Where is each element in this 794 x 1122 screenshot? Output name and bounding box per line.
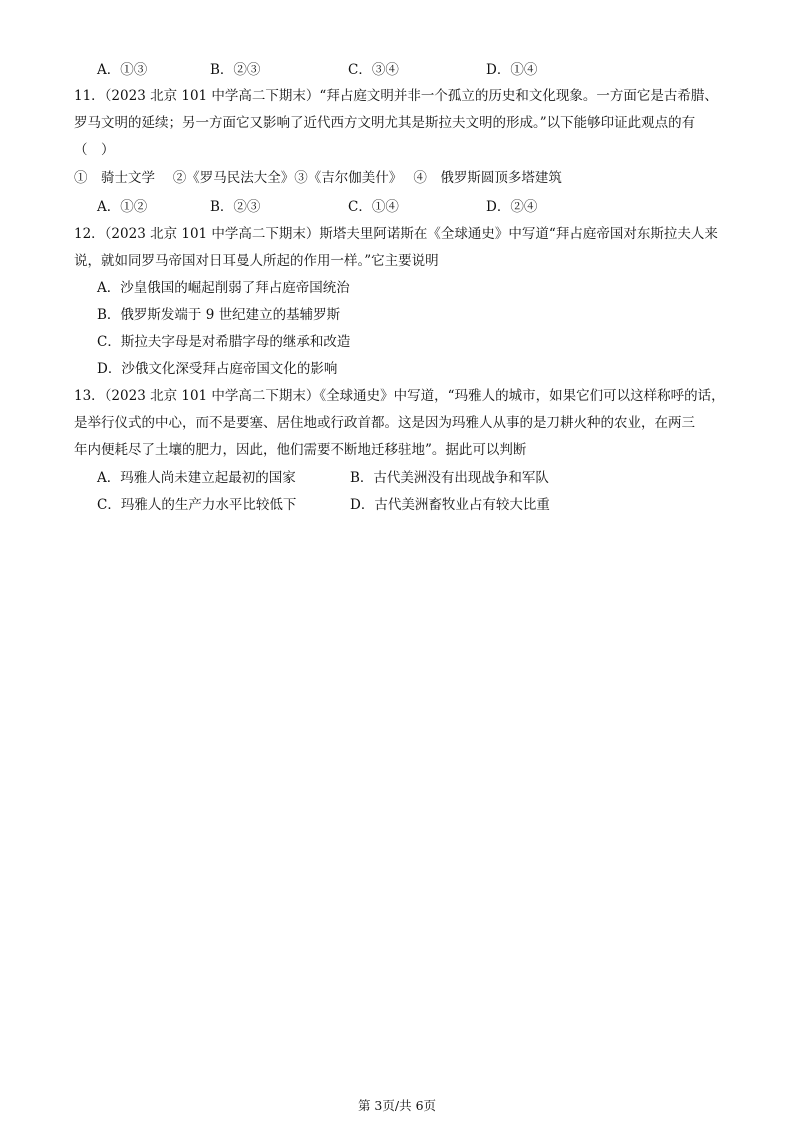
q12-option-d: D．沙俄文化深受拜占庭帝国文化的影响 bbox=[97, 361, 338, 377]
q13-stem-line-1: 13．（2023 北京 101 中学高二下期末）《全球通史》中写道，“玛雅人的城市，如果它们可以这样称呼的话， bbox=[74, 388, 725, 404]
q11-option-b: B．②③ bbox=[210, 199, 261, 215]
q12-option-b: B．俄罗斯发端于 9 世纪建立的基辅罗斯 bbox=[97, 307, 341, 323]
q13-option-b: B．古代美洲没有出现战争和军队 bbox=[350, 470, 549, 486]
q10-option-d: D．①④ bbox=[486, 62, 538, 78]
q13-option-c: C．玛雅人的生产力水平比较低下 bbox=[97, 497, 297, 513]
q13-option-d: D．古代美洲畜牧业占有较大比重 bbox=[350, 497, 550, 513]
q11-option-d: D．②④ bbox=[486, 199, 538, 215]
q10-options bbox=[0, 60, 794, 80]
q10-option-a: A．①③ bbox=[97, 62, 148, 78]
q10-option-c: C．③④ bbox=[348, 62, 399, 78]
q13-options-row-2 bbox=[0, 495, 794, 515]
q11-options bbox=[0, 197, 794, 217]
q13-option-a: A．玛雅人尚未建立起最初的国家 bbox=[97, 470, 296, 486]
q12-option-c: C．斯拉夫字母是对希腊字母的继承和改造 bbox=[97, 334, 351, 350]
q11-option-c: C．①④ bbox=[348, 199, 399, 215]
q12-option-a: A．沙皇俄国的崛起削弱了拜占庭帝国统治 bbox=[97, 280, 350, 296]
q11-stem-line-2: 罗马文明的延续；另一方面它又影响了近代西方文明尤其是斯拉夫文明的形成。”以下能够印证此观点的有 bbox=[74, 115, 696, 131]
q10-option-b: B．②③ bbox=[210, 62, 261, 78]
q11-stem-line-1: 11．（2023 北京 101 中学高二下期末）“拜占庭文明并非一个孤立的历史和文化现象。一方面它是古希腊、 bbox=[74, 88, 718, 104]
q11-option-a: A．①② bbox=[97, 199, 148, 215]
q13-stem-line-3: 年内便耗尽了土壤的肥力，因此，他们需要不断地迁移驻地”。据此可以判断 bbox=[74, 442, 527, 458]
q13-options-row-1 bbox=[0, 468, 794, 488]
q11-stem-line-3: （ ） bbox=[74, 142, 115, 158]
q12-stem-line-1: 12．（2023 北京 101 中学高二下期末）斯塔夫里阿诺斯在《全球通史》中写道“拜占庭帝国对东斯拉夫人来 bbox=[74, 226, 718, 242]
q13-stem-line-2: 是举行仪式的中心，而不是要塞、居住地或行政首都。这是因为玛雅人从事的是刀耕火种的农业，在两三 bbox=[74, 415, 695, 431]
q11-items: ① 骑士文学 ②《罗马民法大全》③《吉尔伽美什》 ④ 俄罗斯圆顶多塔建筑 bbox=[74, 170, 562, 186]
q12-stem-line-2: 说，就如同罗马帝国对日耳曼人所起的作用一样。”它主要说明 bbox=[74, 253, 439, 269]
page-number: 第 3页/共 6页 bbox=[357, 1098, 437, 1113]
